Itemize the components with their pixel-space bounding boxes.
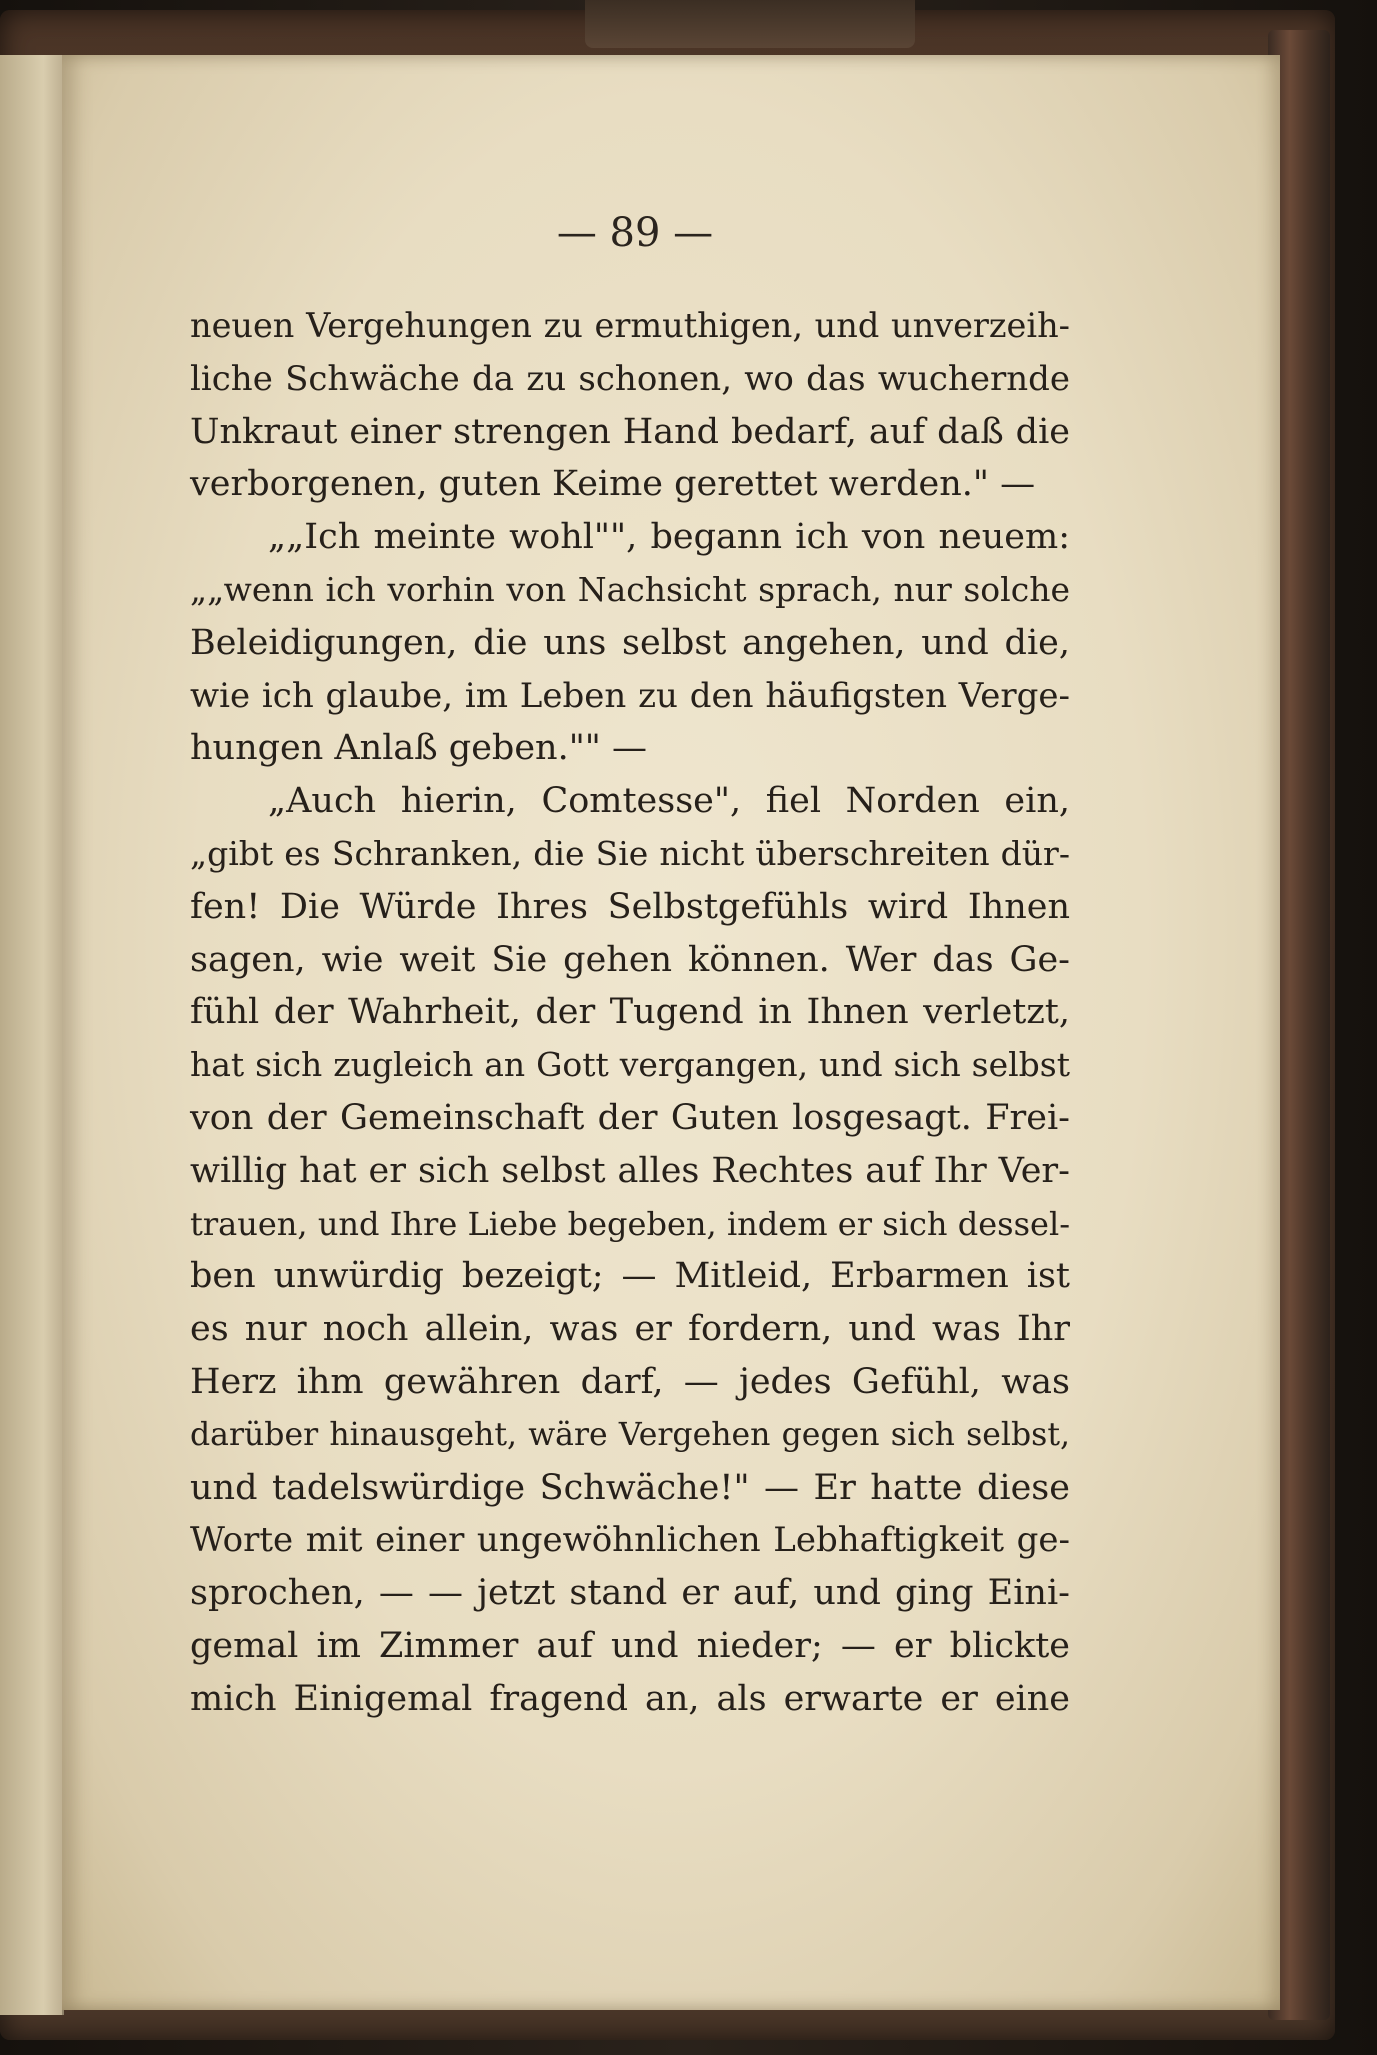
text-line: es nur noch allein, was er fordern, und was Ihr	[190, 1309, 1070, 1350]
text-line: hungen Anlaß geben."" —	[190, 728, 648, 769]
text-line: Unkraut einer strengen Hand bedarf, auf daß die	[190, 411, 1070, 452]
text-line: neuen Vergehungen zu ermuthigen, und unverzeih-	[190, 306, 1070, 345]
text-line: darüber hinausgeht, wäre Vergehen gegen sich selbst,	[190, 1416, 1070, 1453]
left-page-edge	[0, 55, 64, 2015]
text-line: fen! Die Würde Ihres Selbstgefühls wird Ihnen	[190, 886, 1070, 927]
text-line: Herz ihm gewähren darf, — jedes Gefühl, was	[190, 1361, 1070, 1402]
spine-tab	[585, 0, 915, 48]
text-line: Beleidigungen, die uns selbst angehen, und die,	[190, 622, 1070, 663]
text-line: „„Ich meinte wohl"", begann ich von neuem:	[268, 517, 1070, 558]
text-line: hat sich zugleich an Gott vergangen, und sich selbst	[190, 1045, 1070, 1085]
text-line: verborgenen, guten Keime gerettet werden." —	[190, 464, 1036, 505]
text-line: liche Schwäche da zu schonen, wo das wuchernde	[190, 358, 1070, 399]
text-line: von der Gemeinschaft der Guten losgesagt. Frei-	[190, 1097, 1070, 1138]
text-line: ben unwürdig bezeigt; — Mitleid, Erbarmen ist	[190, 1256, 1070, 1297]
text-line: willig hat er sich selbst alles Rechtes auf Ihr Ver-	[190, 1150, 1070, 1191]
page-number: — 89 —	[556, 210, 714, 256]
text-line: „„wenn ich vorhin von Nachsicht sprach, nur solche	[190, 569, 1070, 609]
text-line: und tadelswürdige Schwäche!" — Er hatte diese	[190, 1467, 1070, 1508]
page-text	[190, 300, 1070, 1726]
text-line: „Auch hierin, Comtesse", fiel Norden ein,	[268, 781, 1070, 822]
text-line: sagen, wie weit Sie gehen können. Wer das Ge-	[190, 939, 1070, 980]
text-line: „gibt es Schranken, die Sie nicht überschreiten dür-	[190, 833, 1070, 873]
text-line: gemal im Zimmer auf und nieder; — er blickte	[190, 1625, 1070, 1666]
text-line: Worte mit einer ungewöhnlichen Lebhaftigkeit ge-	[190, 1520, 1070, 1561]
text-line: trauen, und Ihre Liebe begeben, indem er sich dessel-	[190, 1204, 1070, 1243]
text-line: mich Einigemal fragend an, als erwarte er eine	[190, 1678, 1070, 1719]
text-line: wie ich glaube, im Leben zu den häufigsten Verge-	[190, 675, 1070, 716]
text-line: fühl der Wahrheit, der Tugend in Ihnen verletzt,	[190, 992, 1070, 1033]
text-line: sprochen, — — jetzt stand er auf, und ging Eini-	[190, 1573, 1070, 1614]
